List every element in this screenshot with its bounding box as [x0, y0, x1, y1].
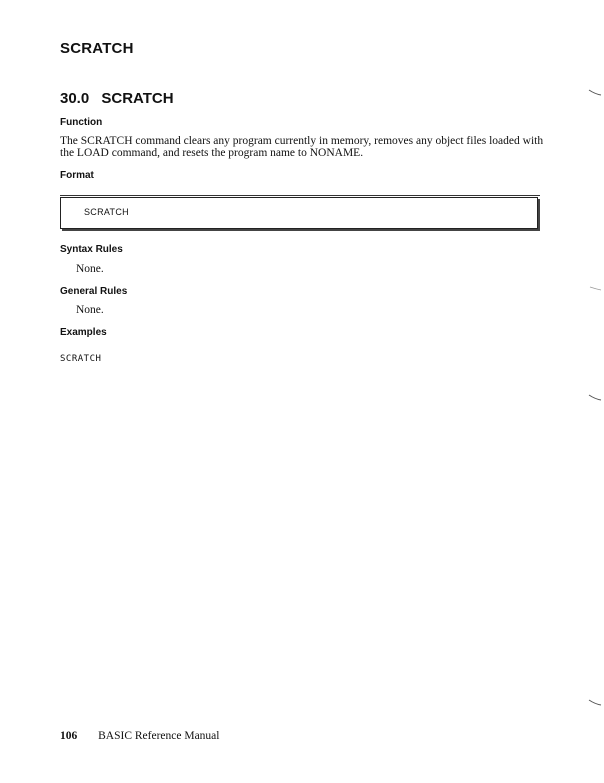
function-text: The SCRATCH command clears any program currently in memory, removes any object files loaded with the LOAD command, and resets the program name to NONAME. — [60, 135, 544, 159]
page-number: 106 — [60, 730, 78, 742]
format-syntax-box — [60, 197, 538, 229]
section-heading — [60, 90, 174, 107]
section-number: 30.0 — [60, 90, 90, 107]
general-rules-heading: General Rules — [60, 286, 128, 297]
scan-mark-3 — [588, 393, 602, 401]
examples-heading: Examples — [60, 327, 107, 338]
example-code: SCRATCH — [60, 354, 102, 364]
page-footer — [60, 730, 219, 742]
general-rules-text: None. — [76, 304, 104, 316]
section-title: SCRATCH — [101, 90, 174, 107]
running-head: SCRATCH — [60, 40, 134, 57]
scan-mark-1 — [588, 88, 602, 96]
format-heading: Format — [60, 170, 94, 181]
scan-mark-4 — [588, 698, 602, 706]
manual-title: BASIC Reference Manual — [98, 730, 220, 742]
format-top-rule — [60, 195, 540, 196]
syntax-rules-heading: Syntax Rules — [60, 244, 123, 255]
function-heading: Function — [60, 117, 103, 128]
scan-mark-2 — [588, 284, 602, 292]
format-syntax: SCRATCH — [84, 207, 129, 217]
syntax-rules-text: None. — [76, 263, 104, 275]
